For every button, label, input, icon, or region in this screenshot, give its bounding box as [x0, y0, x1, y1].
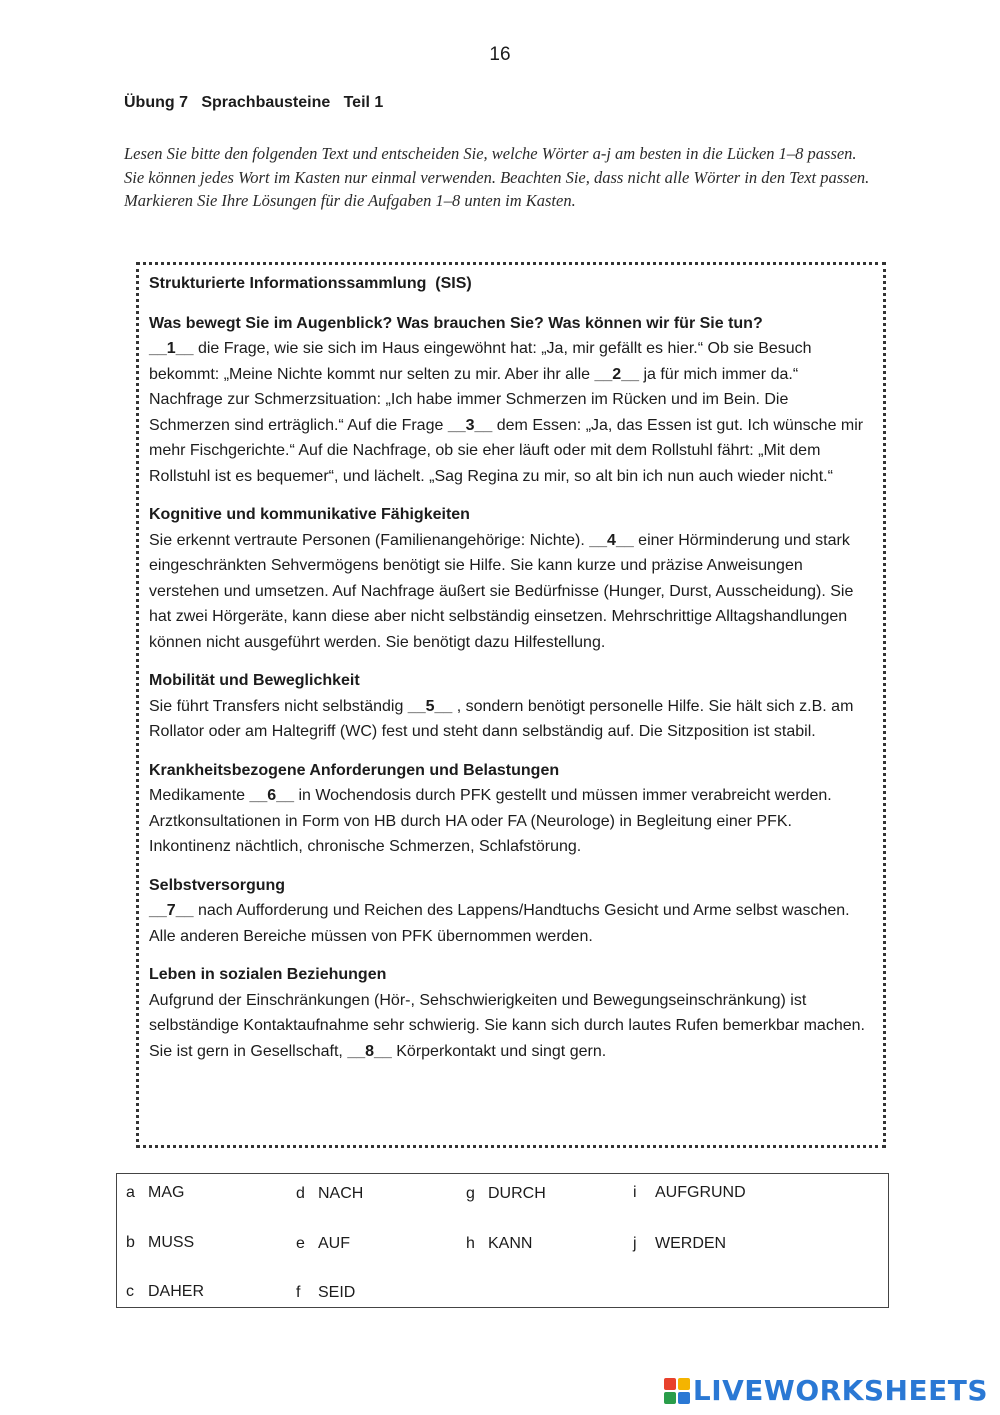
section-text: Sie führt Transfers nicht selbständig __5__ , sondern benötigt personelle Hilfe. Sie hält sich z.B. am Rollator oder am Haltegriff (WC) fest und steht dann selbständig auf. Die Sitzposition ist stabil.	[149, 697, 854, 740]
gap-3[interactable]: __3__	[447, 416, 493, 434]
section-heading: Kognitive und kommunikative Fähigkeiten	[149, 506, 470, 523]
section-text: Sie erkennt vertraute Personen (Familienangehörige: Nichte). __4__ einer Hörminderung und stark eingeschränkten Sehvermögens benötigt sie Hilfe. Sie kann kurze und präzise Anweisungen verstehen und umsetzen. Auf Nachfrage äußert sie Bedürfnisse (Hunger, Durst, Ausscheidung). Sie hat zwei Hörgeräte, kann diese aber nicht selbständig einsetzen. Mehrschrittige Alltagshandlungen können nicht ausgeführt werden. Sie benötigt dazu Hilfestellung.	[149, 531, 854, 651]
gap-7[interactable]: __7__	[149, 902, 194, 919]
word-option-i[interactable]: i AUFGRUND	[633, 1184, 746, 1201]
liveworksheets-logo	[664, 1374, 988, 1407]
gap-1[interactable]: __1__	[149, 340, 194, 357]
logo-square-blue	[678, 1392, 690, 1404]
word-option-h[interactable]: h KANN	[466, 1235, 533, 1252]
logo-square-red	[664, 1378, 676, 1390]
word-bank	[116, 1173, 889, 1308]
word-option-c[interactable]: c DAHER	[126, 1283, 205, 1300]
section-heading: Mobilität und Beweglichkeit	[149, 672, 360, 689]
instructions: Lesen Sie bitte den folgenden Text und entscheiden Sie, welche Wörter a-j am besten in die Lücken 1–8 passen. Sie können jedes Wort im Kasten nur einmal verwenden. Beachten Sie, dass nicht alle Wörter in den Text passen. Markieren Sie Ihre Lösungen für die Aufgaben 1–8 unten im Kasten.	[124, 144, 870, 210]
word-option-a[interactable]: a MAG	[126, 1184, 185, 1201]
logo-square-green	[664, 1392, 676, 1404]
word-option-f[interactable]: f SEID	[296, 1284, 356, 1301]
section-heading: Leben in sozialen Beziehungen	[149, 966, 387, 983]
section-text: Medikamente __6__ in Wochendosis durch PFK gestellt und müssen immer verabreicht werden. Arztkonsultationen in Form von HB durch HA oder FA (Neurologe) in Begleitung einer PFK. Inkontinenz nächtlich, chronische Schmerzen, Schlafstörung.	[149, 787, 832, 855]
word-option-b[interactable]: b MUSS	[126, 1234, 195, 1251]
section-selbstversorgung	[149, 873, 873, 950]
logo-square-yellow	[678, 1378, 690, 1390]
section-heading: Selbstversorgung	[149, 876, 286, 894]
gap-6[interactable]: __6__	[249, 787, 294, 804]
sis-box	[136, 262, 886, 1148]
gap-2[interactable]: __2__	[594, 365, 639, 383]
section-heading: Krankheitsbezogene Anforderungen und Belastungen	[149, 761, 560, 779]
word-option-g[interactable]: g DURCH	[466, 1185, 546, 1202]
word-option-e[interactable]: e AUF	[296, 1235, 350, 1252]
gap-8[interactable]: __8__	[347, 1042, 392, 1060]
section-text: __7__ nach Aufforderung und Reichen des Lappens/Handtuchs Gesicht und Arme selbst waschen. Alle anderen Bereiche müssen von PFK übernommen werden.	[149, 902, 850, 945]
liveworksheets-logo-icon	[664, 1378, 690, 1404]
word-option-j[interactable]: j WERDEN	[633, 1235, 727, 1252]
section-text: Aufgrund der Einschränkungen (Hör-, Sehschwierigkeiten und Bewegungseinschränkung) ist selbständige Kontaktaufnahme sehr schwierig. Sie kann sich durch lautes Rufen bemerkbar machen. Sie ist gern in Gesellschaft, __8__ Körperkontakt und singt gern.	[149, 991, 865, 1060]
gap-5[interactable]: __5__	[407, 697, 453, 715]
section-text: __1__ die Frage, wie sie sich im Haus eingewöhnt hat: „Ja, mir gefällt es hier.“ Ob sie Besuch bekommt: „Meine Nichte kommt nur selten zu mir. Aber ihr alle __2__ ja für mich immer da.“ Nachfrage zur Schmerzsituation: „Ich habe immer Schmerzen im Rücken und im Bein. Die Schmerzen sind erträglich.“ Auf die Frage __3__ dem Essen: „Ja, das Essen ist gut. Ich wünsche mir mehr Fischgerichte.“ Auf die Nachfrage, ob sie eher läuft oder mit dem Rollstuhl fährt: „Mit dem Rollstuhl ist es bequemer“, und lächelt. „Sag Regina zu mir, so alt bin ich nun auch wieder nicht.“	[149, 340, 864, 485]
section-soziale-beziehungen	[149, 962, 873, 1064]
liveworksheets-logo-text: LIVEWORKSHEETS	[692, 1374, 988, 1407]
section-krankheit	[149, 758, 873, 860]
section-kognitive	[149, 502, 873, 655]
page-number: 16	[489, 44, 511, 65]
section-heading: Was bewegt Sie im Augenblick? Was brauchen Sie? Was können wir für Sie tun?	[149, 314, 763, 332]
section-mobilitaet	[149, 668, 873, 745]
word-option-d[interactable]: d NACH	[296, 1185, 364, 1202]
gap-4[interactable]: __4__	[589, 531, 634, 549]
section-augenblick	[149, 311, 873, 490]
exercise-title: Übung 7 Sprachbausteine Teil 1	[124, 94, 384, 111]
sis-title: Strukturierte Informationssammlung (SIS)	[149, 275, 472, 292]
